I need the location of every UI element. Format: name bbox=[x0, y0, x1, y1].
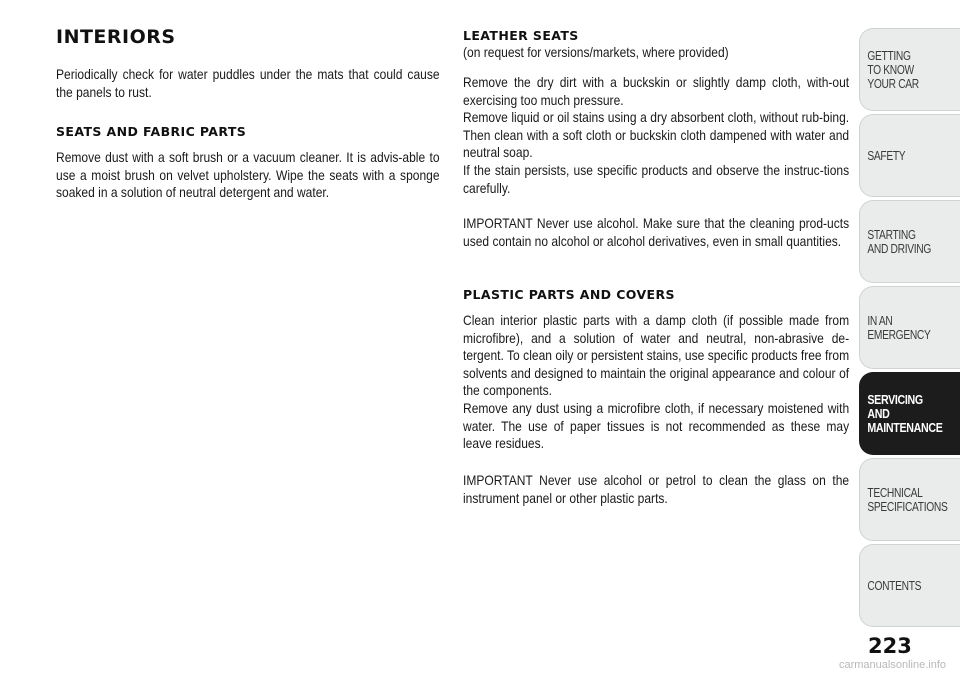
tab-safety[interactable] bbox=[859, 114, 960, 197]
tab-label: GETTING TO KNOW YOUR CAR bbox=[867, 48, 919, 91]
watermark: carmanualsonline.info bbox=[838, 659, 946, 671]
plastic-important: IMPORTANT Never use alcohol or petrol to clean the glass on the instrument panel or other plastic parts. bbox=[463, 472, 850, 506]
leather-heading: LEATHER SEATS bbox=[463, 28, 579, 43]
leather-note: (on request for versions/markets, where provided) bbox=[463, 44, 729, 60]
tab-label: SAFETY bbox=[867, 148, 906, 163]
chapter-sidebar bbox=[859, 28, 960, 628]
intro-paragraph: Periodically check for water puddles under the mats that could cause the panels to rust. bbox=[56, 66, 440, 100]
tab-label: IN AN EMERGENCY bbox=[867, 313, 931, 342]
tab-in-an-emergency[interactable] bbox=[859, 286, 960, 369]
tab-starting-and-driving[interactable] bbox=[859, 200, 960, 283]
seats-heading: SEATS AND FABRIC PARTS bbox=[56, 124, 247, 139]
plastic-paragraph: Clean interior plastic parts with a damp cloth (if possible made from microfibre), and a solution of water and neutral, non-abrasive de-tergent. To clean oily or persistent stains, use specific products free from solvents and designed to maintain the original appearance and colour of the components. Remove any dust using a microfibre cloth, if necessary moistened with water. The use of paper tissues is not recommended as these may leave residues. bbox=[463, 312, 850, 452]
tab-label: SERVICING AND MAINTENANCE bbox=[867, 391, 943, 435]
leather-paragraph: Remove the dry dirt with a buckskin or slightly damp cloth, with-out exercising too much pressure. Remove liquid or oil stains using a dry absorbent cloth, without rub-bing. Then clean with a soft cloth or buckskin cloth dampened with water and neutral soap. If the stain persists, use specific products and observe the instruc-tions carefully. bbox=[463, 74, 850, 196]
tab-getting-to-know[interactable] bbox=[859, 28, 960, 111]
tab-contents[interactable] bbox=[859, 544, 960, 627]
tab-label: CONTENTS bbox=[867, 578, 922, 593]
tab-servicing-and-maintenance[interactable] bbox=[859, 372, 960, 455]
leather-important: IMPORTANT Never use alcohol. Make sure that the cleaning prod-ucts used contain no alcohol or alcohol derivatives, even in small quantities. bbox=[463, 215, 850, 249]
seats-paragraph: Remove dust with a soft brush or a vacuum cleaner. It is advis-able to use a moist brush on velvet upholstery. Wipe the seats with a sponge soaked in a solution of neutral detergent and water. bbox=[56, 149, 440, 201]
plastic-heading: PLASTIC PARTS AND COVERS bbox=[463, 287, 675, 302]
tab-label: STARTING AND DRIVING bbox=[867, 227, 931, 256]
tab-label: TECHNICAL SPECIFICATIONS bbox=[867, 485, 948, 514]
section-title: INTERIORS bbox=[56, 26, 176, 48]
page-number: 223 bbox=[868, 634, 912, 658]
tab-technical-specifications[interactable] bbox=[859, 458, 960, 541]
